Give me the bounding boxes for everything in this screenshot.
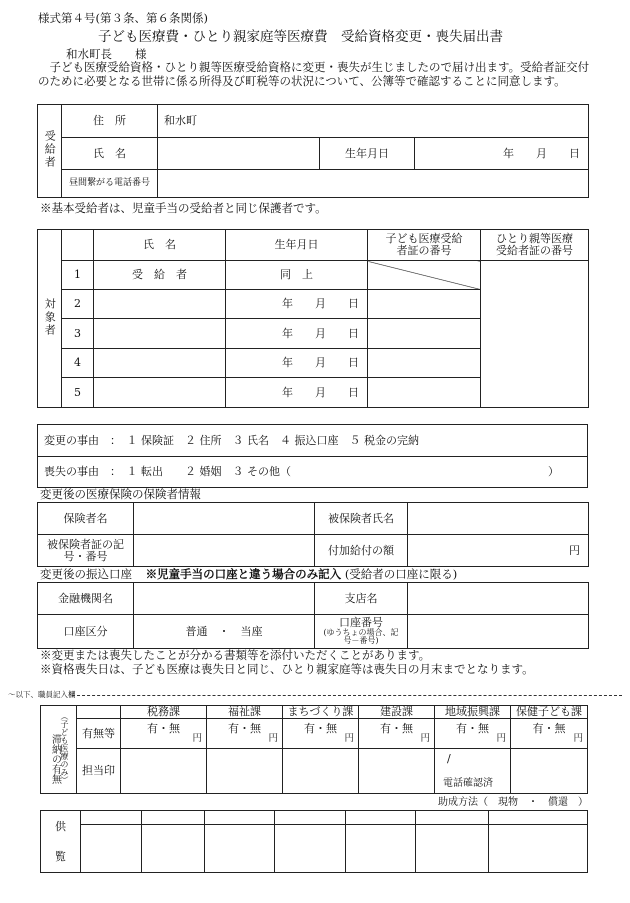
office-corner bbox=[77, 706, 121, 719]
insurance-table bbox=[37, 502, 589, 567]
target-row-name[interactable] bbox=[94, 378, 226, 408]
review-cell[interactable] bbox=[275, 825, 346, 873]
change-reason[interactable]: 変更の事由 ： １ 保険証 ２ 住所 ３ 氏名 ４ 振込口座 ５ 税金の完納 bbox=[38, 425, 588, 457]
target-row-birth[interactable]: 年 月 日 bbox=[226, 378, 368, 408]
review-header-cell bbox=[416, 811, 489, 825]
account-number-sub: (ゆうちょの場合、記号－番号) bbox=[323, 627, 399, 646]
staff-divider-label: ～以下、職員記入欄 bbox=[8, 690, 76, 699]
targets-child-no-header: 子ども医療受給者証の番号 bbox=[368, 230, 481, 261]
target-row-child-no[interactable] bbox=[368, 378, 481, 408]
birth-field[interactable]: 年 月 日 bbox=[415, 138, 589, 170]
review-cell[interactable] bbox=[81, 825, 142, 873]
review-label: 供 覧 bbox=[41, 811, 81, 873]
recipient-note: ※基本受給者は、児童手当の受給者と同じ保護者です。 bbox=[40, 201, 327, 215]
target-row-name[interactable] bbox=[94, 319, 226, 349]
review-cell[interactable] bbox=[346, 825, 416, 873]
address-field[interactable]: 和水町 bbox=[158, 105, 589, 138]
target-row-no: 2 bbox=[62, 290, 94, 319]
review-header-cell bbox=[81, 811, 142, 825]
stamp-cell[interactable] bbox=[207, 749, 283, 794]
target-row-birth[interactable]: 年 月 日 bbox=[226, 349, 368, 378]
account-type-field[interactable]: 普通 ・ 当座 bbox=[134, 615, 315, 649]
target-row-no: 5 bbox=[62, 378, 94, 408]
insured-name-label: 被保険者氏名 bbox=[315, 503, 408, 535]
yes-no-cell[interactable]: 有・無 円 bbox=[121, 719, 207, 749]
yes-no-cell[interactable]: 有・無 円 bbox=[511, 719, 588, 749]
extra-benefit-label: 付加給付の額 bbox=[315, 535, 408, 567]
insurer-label: 保険者名 bbox=[38, 503, 134, 535]
bank-label: 金融機関名 bbox=[38, 583, 134, 615]
dept-health-children: 保健子ども課 bbox=[511, 706, 588, 719]
stamp-cell[interactable] bbox=[359, 749, 435, 794]
extra-benefit-field[interactable]: 円 bbox=[408, 535, 589, 567]
target-row-no: 3 bbox=[62, 319, 94, 349]
name-label: 氏 名 bbox=[62, 138, 158, 170]
row-stamp-label: 担当印 bbox=[77, 749, 121, 794]
recipient-table bbox=[37, 104, 589, 198]
insurance-heading: 変更後の医療保険の保険者情報 bbox=[40, 487, 201, 501]
review-header-cell bbox=[489, 811, 588, 825]
account-table bbox=[37, 582, 589, 649]
review-cell[interactable] bbox=[205, 825, 275, 873]
target-row-birth[interactable]: 年 月 日 bbox=[226, 290, 368, 319]
account-heading: 変更後の振込口座 ※児童手当の口座と違う場合のみ記入 (受給者の口座に限る) bbox=[40, 567, 458, 581]
target-single-no-field[interactable] bbox=[481, 261, 589, 408]
targets-birth-header: 生年月日 bbox=[226, 230, 368, 261]
slash-mark: / bbox=[447, 751, 451, 765]
branch-label: 支店名 bbox=[315, 583, 408, 615]
note-loss-date: ※資格喪失日は、子ども医療は喪失日と同じ、ひとり親家庭等は喪失日の月末までとなります。 bbox=[40, 662, 534, 676]
phone-check-label: 電話確認済 bbox=[443, 777, 493, 789]
account-type-label: 口座区分 bbox=[38, 615, 134, 649]
review-cell[interactable] bbox=[416, 825, 489, 873]
target-row-child-no[interactable] bbox=[368, 290, 481, 319]
target-row-birth[interactable]: 年 月 日 bbox=[226, 319, 368, 349]
office-side-label: 滞納の有無（子ども医療のみ） bbox=[41, 706, 77, 794]
name-field[interactable] bbox=[158, 138, 320, 170]
review-header-cell bbox=[205, 811, 275, 825]
stamp-cell[interactable] bbox=[121, 749, 207, 794]
review-cell[interactable] bbox=[489, 825, 588, 873]
office-side-sub: （子ども医療のみ） bbox=[59, 711, 69, 784]
target-row-child-no-struck bbox=[368, 261, 481, 290]
review-header-cell bbox=[346, 811, 416, 825]
dept-welfare: 福祉課 bbox=[207, 706, 283, 719]
yes-no-cell[interactable]: 有・無 円 bbox=[207, 719, 283, 749]
phone-label: 昼間繋がる電話番号 bbox=[62, 170, 158, 198]
row-have-label: 有無等 bbox=[77, 719, 121, 749]
targets-no-header bbox=[62, 230, 94, 261]
subsidy-method: 助成方法（ 現物 ・ 償還 ） bbox=[438, 797, 588, 808]
card-label: 被保険者証の記号・番号 bbox=[38, 535, 134, 567]
account-number-label: 口座番号 (ゆうちょの場合、記号－番号) bbox=[315, 615, 408, 649]
account-heading-bold: ※児童手当の口座と違う場合のみ記入 bbox=[145, 567, 342, 581]
target-row-child-no[interactable] bbox=[368, 319, 481, 349]
dept-tax: 税務課 bbox=[121, 706, 207, 719]
review-cell[interactable] bbox=[142, 825, 205, 873]
card-field[interactable] bbox=[134, 535, 315, 567]
target-row-no: 1 bbox=[62, 261, 94, 290]
targets-single-no-header: ひとり親等医療受給者証の番号 bbox=[481, 230, 589, 261]
dept-construction: 建設課 bbox=[359, 706, 435, 719]
yes-no-cell[interactable]: 有・無 円 bbox=[359, 719, 435, 749]
targets-name-header: 氏 名 bbox=[94, 230, 226, 261]
insurer-field[interactable] bbox=[134, 503, 315, 535]
stamp-cell[interactable] bbox=[511, 749, 588, 794]
account-number-field[interactable] bbox=[408, 615, 589, 649]
bank-field[interactable] bbox=[134, 583, 315, 615]
yes-no-cell[interactable]: 有・無 円 bbox=[283, 719, 359, 749]
branch-field[interactable] bbox=[408, 583, 589, 615]
stamp-cell[interactable] bbox=[283, 749, 359, 794]
intro-paragraph: 子ども医療受給資格・ひとり親等医療受給資格に変更・喪失が生じましたので届け出ます。受給者証交付のために必要となる世帯に係る所得及び町税等の状況について、公簿等で確認することに同意します。 bbox=[38, 60, 590, 88]
review-header-cell bbox=[142, 811, 205, 825]
recipient-section-label: 受給者 bbox=[38, 105, 62, 198]
birth-label: 生年月日 bbox=[320, 138, 415, 170]
address-label: 住 所 bbox=[62, 105, 158, 138]
office-table bbox=[40, 705, 588, 794]
dept-regional: 地域振興課 bbox=[435, 706, 511, 719]
target-row-birth: 同 上 bbox=[226, 261, 368, 290]
target-row-child-no[interactable] bbox=[368, 349, 481, 378]
review-header-cell bbox=[275, 811, 346, 825]
stamp-cell-regional[interactable] bbox=[435, 749, 511, 794]
target-row-name[interactable] bbox=[94, 349, 226, 378]
review-table bbox=[40, 810, 588, 873]
insured-name-field[interactable] bbox=[408, 503, 589, 535]
addressee: 和水町長 様 bbox=[66, 47, 147, 61]
yes-no-cell[interactable]: 有・無 円 bbox=[435, 719, 511, 749]
target-row-name[interactable] bbox=[94, 290, 226, 319]
page-title: 子ども医療費・ひとり親家庭等医療費 受給資格変更・喪失届出書 bbox=[98, 29, 503, 45]
target-row-name: 受 給 者 bbox=[94, 261, 226, 290]
note-attachments: ※変更または喪失したことが分かる書類等を添付いただくことがあります。 bbox=[40, 648, 431, 662]
phone-field[interactable] bbox=[158, 170, 589, 198]
loss-reason[interactable]: 喪失の事由 ： １ 転出 ２ 婚姻 ３ その他（ ） bbox=[38, 457, 588, 488]
loss-reason-close: ） bbox=[548, 465, 559, 478]
dept-town-planning: まちづくり課 bbox=[283, 706, 359, 719]
reasons-table bbox=[37, 424, 588, 488]
account-heading-note: (受給者の口座に限る) bbox=[344, 567, 458, 581]
staff-divider-line bbox=[72, 695, 622, 696]
target-row-no: 4 bbox=[62, 349, 94, 378]
targets-table bbox=[37, 229, 589, 408]
form-number: 様式第４号(第３条、第６条関係) bbox=[38, 11, 208, 25]
targets-section-label: 対象者 bbox=[38, 230, 62, 408]
